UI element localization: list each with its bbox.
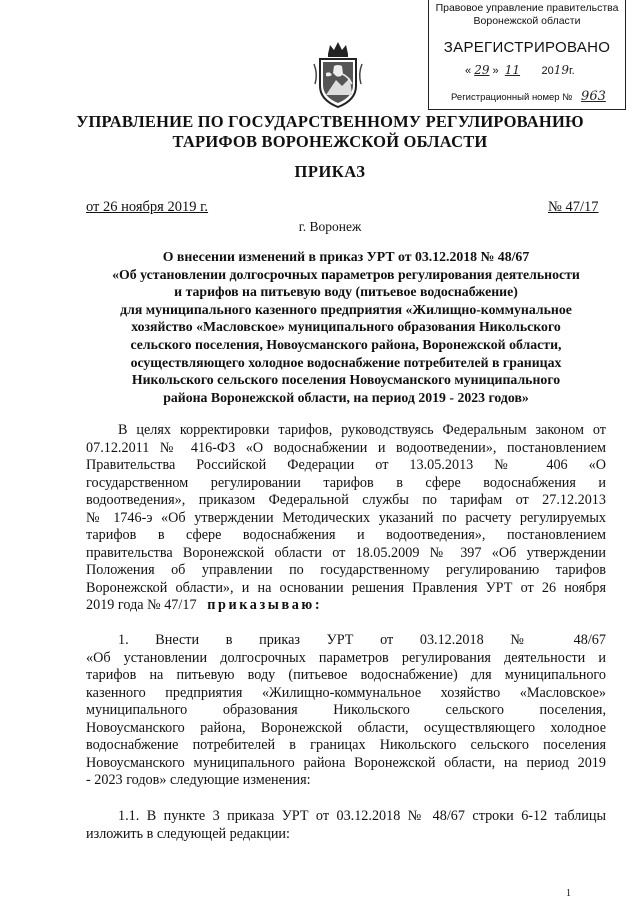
stamp-org-line-2: Воронежской области [473, 15, 581, 27]
preamble-line: водоотведения», приказом Федеральной службы по тарифам от 27.12.2013 [86, 492, 606, 508]
item-1-line: Новоусманского муниципального района Воронежской области, на период 2019 [86, 754, 606, 771]
item-1-line: муниципального образования Никольского сельского поселения, [86, 702, 606, 718]
preamble-line: Правительства Российской Федерации от 13.05.2013 № 406 «О [86, 457, 606, 473]
preamble-line: В целях корректировки тарифов, руководствуясь Федеральным законом от [118, 422, 606, 438]
subject-line: сельского поселения, Новоусманского района, Воронежской области, [130, 336, 562, 352]
item-1-last-line: - 2023 годов» следующие изменения: [86, 772, 311, 788]
subject-line: и тарифов на питьевую воду (питьевое водоснабжение) [174, 284, 518, 300]
stamp-year-suffix: г. [568, 65, 575, 77]
item-1-paragraph [86, 632, 606, 790]
item-1-line: тарифов на питьевую воду (питьевое водоснабжение) для муниципального [86, 667, 606, 683]
preamble-last-line [86, 597, 606, 615]
stamp-year: 19 [553, 63, 569, 77]
subject-line: для муниципального казенного предприятия «Жилищно-коммунальное [120, 301, 572, 317]
subject-line: Никольского сельского поселения Новоусманского муниципального [131, 372, 561, 388]
stamp-org-line-1: Правовое управление правительства [435, 2, 619, 14]
item-1-line: 1. Внести в приказ УРТ от 03.12.2018 № 48/67 [118, 632, 606, 648]
preamble-line: правительства Воронежской области от 18.05.2009 № 397 «Об утверждении [86, 544, 606, 561]
stamp-regno [451, 89, 606, 104]
document-subject [86, 248, 606, 406]
stamp-year-prefix: 20 [541, 65, 554, 77]
document-city: г. Воронеж [298, 219, 362, 234]
item-1-1-paragraph [86, 808, 606, 843]
subject-line: хозяйство «Масловское» муниципального образования Никольского [131, 319, 561, 335]
item-1-line: «Об установлении долгосрочных параметров регулирования деятельности и [86, 649, 606, 666]
preamble-line: 07.12.2011 № 416-ФЗ «О водоснабжении и водоотведении», постановлением [86, 439, 606, 456]
item-1-line: водоснабжение потребителей в границах Никольского сельского поселения [86, 737, 606, 753]
subject-line: О внесении изменений в приказ УРТ от 03.12.2018 № 48/67 [162, 249, 530, 264]
subject-line: района Воронежской области, на период 2019 - 2023 годов» [163, 389, 529, 405]
document-number: № 47/17 [548, 199, 599, 215]
preamble-line: Положения об управлении по государственному регулированию тарифов [86, 562, 606, 578]
registration-stamp [428, 0, 626, 110]
document-type: ПРИКАЗ [294, 162, 366, 181]
preamble-paragraph [86, 422, 606, 615]
stamp-regno-value: 963 [581, 89, 606, 104]
stamp-day: 29 [474, 63, 490, 77]
stamp-month: 11 [504, 63, 521, 77]
preamble-line: № 1746-э «Об утверждении Методических указаний по расчету регулируемых [86, 509, 606, 526]
subject-line: «Об установлении долгосрочных параметров регулирования деятельности [112, 266, 580, 282]
subject-line: осуществляющего холодное водоснабжение потребителей в границах [130, 354, 562, 370]
item-1-line: казенного предприятия «Жилищно-коммунальное хозяйство «Масловское» [86, 684, 606, 701]
item-1-1-last-line: изложить в следующей редакции: [86, 825, 290, 842]
preamble-line: тарифов в сфере водоснабжения и водоотведения», постановлением [86, 527, 606, 543]
order-word: приказываю: [207, 597, 323, 613]
stamp-date: « 29 » 11 2019г. [465, 63, 575, 77]
coat-of-arms-icon [312, 40, 364, 110]
org-name-line-1: УПРАВЛЕНИЕ ПО ГОСУДАРСТВЕННОМУ РЕГУЛИРОВАНИЮ [76, 112, 584, 131]
preamble-line: Воронежской области», и на основании решения Правления УРТ от 26 ноября [86, 579, 606, 596]
page-mark: 1 [566, 888, 571, 899]
stamp-regno-label: Регистрационный номер № [451, 92, 573, 103]
preamble-line: государственном регулировании тарифов в сфере водоснабжения и [86, 474, 606, 491]
item-1-line: Новоусманского района, Воронежской области, осуществляющего холодное [86, 719, 606, 736]
item-1-1-line: 1.1. В пункте 3 приказа УРТ от 03.12.2018 № 48/67 строки 6-12 таблицы [118, 808, 606, 824]
stamp-registered-label: ЗАРЕГИСТРИРОВАНО [443, 39, 611, 56]
org-name-line-2: ТАРИФОВ ВОРОНЕЖСКОЙ ОБЛАСТИ [172, 132, 488, 151]
preamble-last-text: 2019 года № 47/17 [86, 597, 197, 613]
document-date: от 26 ноября 2019 г. [86, 199, 209, 215]
